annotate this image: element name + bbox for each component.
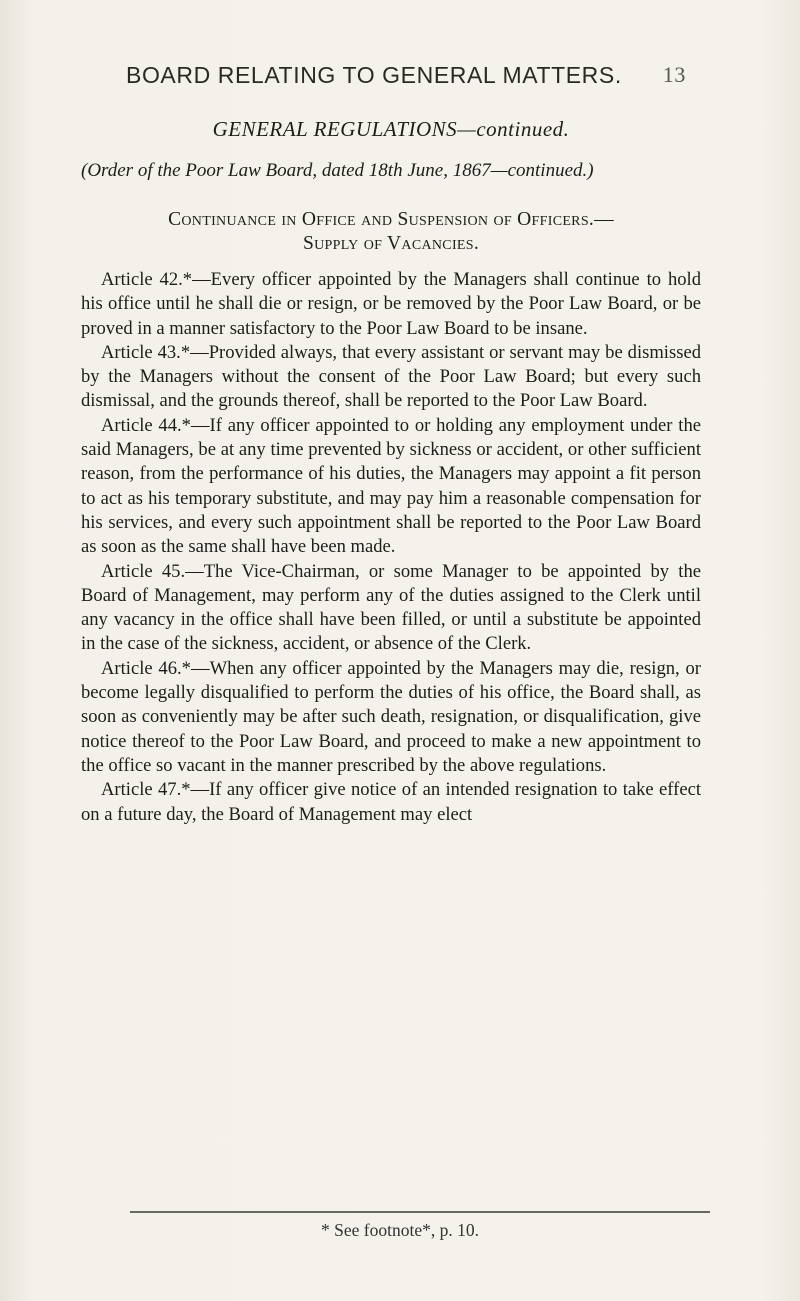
running-head	[126, 62, 686, 89]
order-line: (Order of the Poor Law Board, dated 18th June, 1867—continued.)	[81, 160, 594, 181]
page-body	[81, 104, 701, 827]
article-46: Article 46.*—When any officer appointed by the Managers may die, resign, or become legally disqualified to perform the duties of his office, the Board shall, as soon as conveniently may be after such death, resignation, or disqualification, give notice thereof to the Poor Law Board, and proceed to make a new appointment to the office so vacant in the manner prescribed by the above regulations.	[81, 657, 701, 776]
page-number: 13	[662, 62, 686, 87]
article-42: Article 42.*—Every officer appointed by the Managers shall continue to hold his office until he shall die or resign, or be removed by the Poor Law Board, or be proved in a manner satisfactory to the Poor Law Board to be insane.	[81, 269, 701, 339]
article-44: Article 44.*—If any officer appointed to or holding any employment under the said Managers, be at any time prevented by sickness or accident, or other sufficient reason, from the performance of his duties, the Managers may appoint a fit person to act as his temporary substitute, and may pay him a reasonable compensation for his services, and every such appointment shall be reported to the Poor Law Board as soon as the same shall have been made.	[81, 414, 701, 558]
section-heading-line-1: Continuance in Office and Suspension of Officers.—	[168, 209, 614, 230]
footnote: * See footnote*, p. 10.	[321, 1220, 479, 1240]
running-title: BOARD RELATING TO GENERAL MATTERS.	[126, 62, 622, 88]
section-heading-line-2: Supply of Vacancies.	[302, 233, 480, 254]
article-47: Article 47.*—If any officer give notice of an intended resignation to take effect on a future day, the Board of Management may elect	[81, 779, 701, 825]
article-43: Article 43.*—Provided always, that every assistant or servant may be dismissed by the Managers without the consent of the Poor Law Board; but every such dismissal, and the grounds thereof, shall be reported to the Poor Law Board.	[81, 341, 701, 412]
article-45: Article 45.—The Vice-Chairman, or some Manager to be appointed by the Board of Management, may perform any of the duties assigned to the Clerk until any vacancy in the office shall have been filled, or until a substitute be appointed in the case of the sickness, accident, or absence of the Clerk.	[81, 560, 701, 655]
section-heading	[81, 208, 701, 256]
section-title: GENERAL REGULATIONS—continued.	[212, 117, 570, 141]
footnote-divider	[130, 1211, 710, 1213]
